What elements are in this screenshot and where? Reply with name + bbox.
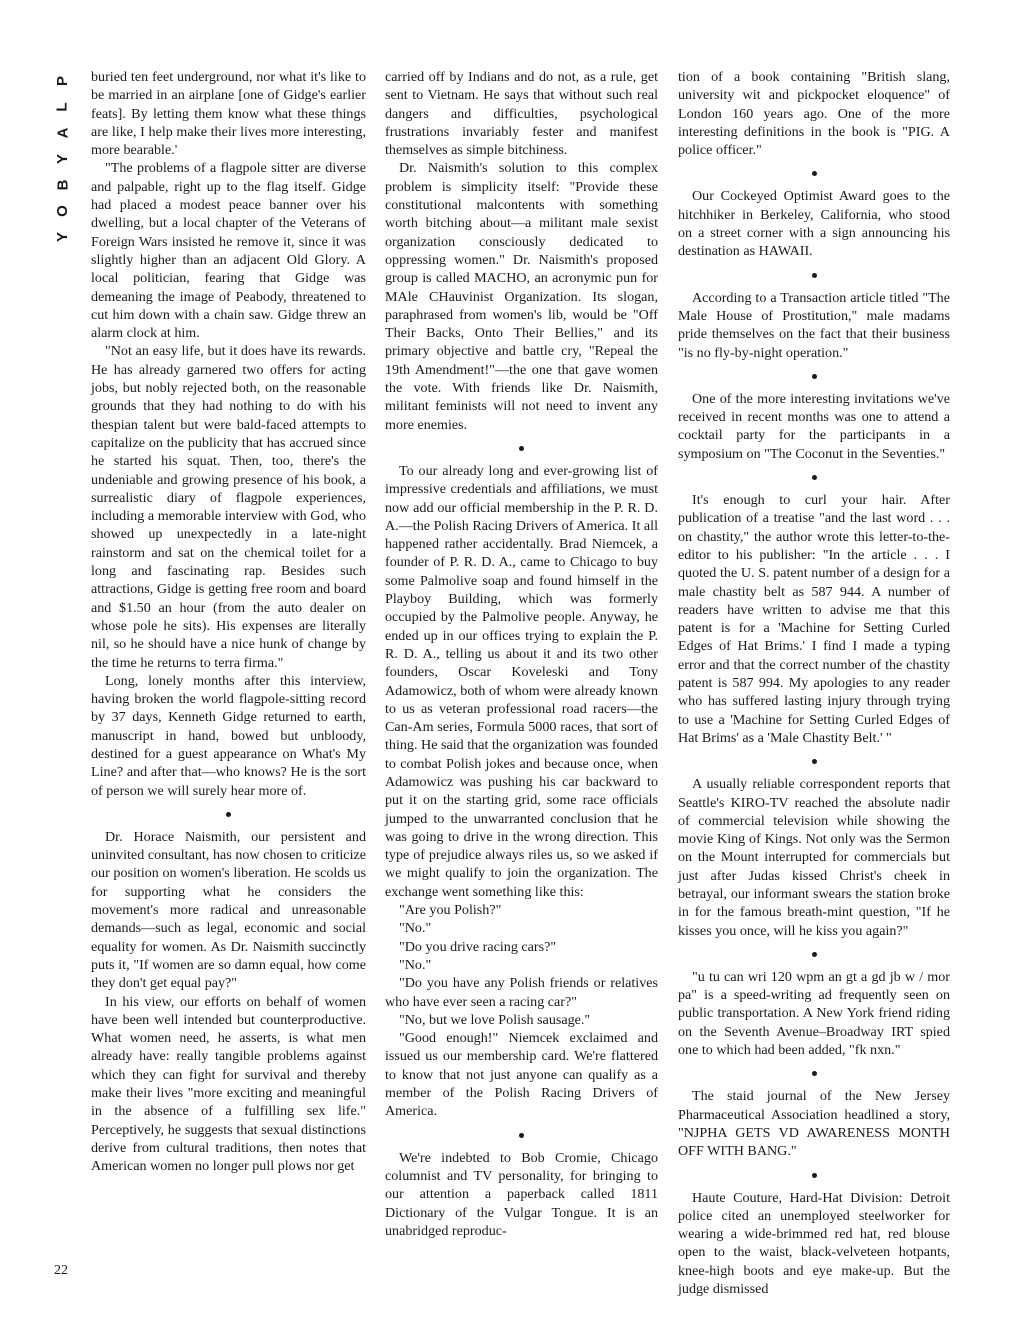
- page-number: 22: [54, 1263, 68, 1278]
- column-2: [385, 68, 658, 1240]
- paragraph: A usually reliable correspondent reports that Seattle's KIRO-TV reached the absolute nadir of commercial television while showing the movie King of Kings. Not only was the Sermon on the Mount interrupted for commercials but just after Judas kissed Christ's cheek in betrayal, our informant swears the station broke in for the famous breath-mint question, "If he kisses you once, will he kiss you again?": [678, 776, 950, 939]
- bullet-dot-icon: [812, 1173, 817, 1178]
- masthead-letter: Y: [53, 231, 71, 243]
- bullet-dot-icon: [812, 475, 817, 480]
- section-divider-bullet: [678, 756, 950, 764]
- masthead-letter: B: [54, 179, 71, 191]
- paragraph: Dr. Naismith's solution to this complex problem is simplicity itself: "Provide these constitutional malcontents with something worth bitching about—a militant male sexist organization consciously dedicated to oppressing women." Dr. Naismith's proposed group is called MACHO, an acronymic pun for MAle CHauvinist Organization. Its slogan, paraphrased from women's lib, would be "Off Their Backs, Onto Their Bellies," and its primary objective and battle cry, "Repeal the 19th Amendment!"—the one that gave women the vote. With friends like Dr. Naismith, militant feminists will not need to invent any more enemies.: [385, 160, 658, 433]
- masthead-letter: P: [53, 75, 71, 87]
- paragraph: Dr. Horace Naismith, our persistent and uninvited consultant, has now chosen to criticize our position on women's liberation. He scolds us for supporting what he considers the movement's more radical and unreasonable demands—such as legal, economic and social equality for women. As Dr. Naismith succinctly puts it, "If women are so damn equal, how come they don't get equal pay?": [91, 828, 366, 992]
- bullet-dot-icon: [226, 812, 231, 817]
- masthead-letter: O: [53, 205, 71, 217]
- paragraph: "Good enough!" Niemcek exclaimed and issued us our membership card. We're flattered to know that not just anyone can qualify as a member of the Polish Racing Drivers of America.: [385, 1030, 658, 1120]
- paragraph: "Do you drive racing cars?": [399, 938, 557, 955]
- masthead-letter: A: [54, 127, 71, 139]
- masthead-letter: L: [53, 102, 71, 112]
- paragraph: To our already long and ever-growing list of impressive credentials and affiliations, we must now add our official membership in the P. R. D. A.—the Polish Racing Drivers of America. It all happened rather accidentally. Brad Niemcek, a founder of P. R. D. A., came to Chicago to buy some Palmolive soap and found himself in the Playboy Building, which was formerly occupied by the Palmolive people. Anyway, he ended up in our offices trying to explain the P. R. D. A., telling us about it and its two other founders, Oscar Koveleski and Tony Adamowicz, both of whom were already known to us as veteran professional road racers—the Can-Am series, Formula 5000 races, that sort of thing. He said that the organization was founded to combat Polish jokes and because once, when Adamowicz was pushing his car backward to put it on the starting grid, some race officials jumped to the unwarranted conclusion that he was going to drive in the wrong direction. This type of prejudice always riles us, so we asked if we might qualify to join the organization. The exchange went something like this:: [385, 462, 658, 900]
- paragraph: One of the more interesting invitations we've received in recent months was one to attend a cocktail party for the participants in a symposium on "The Coconut in the Seventies.": [678, 390, 950, 462]
- section-divider-bullet: [678, 949, 950, 957]
- paragraph: Long, lonely months after this interview, having broken the world flagpole-sitting record by 37 days, Kenneth Gidge returned to earth, manuscript in hand, bowed but unbloody, destined for a guest appearance on What's My Line? and after that—who knows? He is the sort of person we will surely hear more of.: [91, 672, 366, 799]
- paragraph: "u tu can wri 120 wpm an gt a gd jb w / mor pa" is a speed-writing ad frequently seen on public transportation. A New York friend riding on the Seventh Avenue–Broadway IRT spied one to which had been added, "fk nxn.": [678, 968, 950, 1059]
- masthead: [52, 68, 74, 250]
- column-1: [91, 68, 366, 1176]
- section-divider-bullet: [385, 443, 658, 451]
- paragraph: carried off by Indians and do not, as a rule, get sent to Vietnam. He says that without such real dangers and difficulties, psychological frustrations invariably fester and manifest themselves as simple bitchiness.: [385, 69, 658, 159]
- section-divider-bullet: [678, 472, 950, 480]
- section-divider-bullet: [678, 270, 950, 278]
- paragraph: tion of a book containing "British slang, university wit and pickpocket eloquence" of London 160 years ago. One of the more interesting definitions in the book is "PIG. A police officer.": [678, 69, 950, 159]
- bullet-dot-icon: [812, 952, 817, 957]
- paragraph: We're indebted to Bob Cromie, Chicago columnist and TV personality, for bringing to our attention a paperback called 1811 Dictionary of the Vulgar Tongue. It is an unabridged reproduc-: [385, 1149, 658, 1239]
- section-divider-bullet: [678, 1068, 950, 1076]
- section-divider-bullet: [91, 809, 366, 817]
- paragraph: In his view, our efforts on behalf of women have been well intended but counterproductive. What women need, he asserts, is what men already have: really tangible problems against which they can fight for survival and thereby make their lives "more exciting and meaningful in the absence of a fulfilling sex life." Perceptively, he suggests that sexual distinctions derive from cultural traditions, then notes that American women no longer pull plows nor get: [91, 993, 366, 1175]
- bullet-dot-icon: [519, 1133, 524, 1138]
- paragraph: "Not an easy life, but it does have its rewards. He has already garnered two offers for acting jobs, but nobly rejected both, on the reasonable grounds that they had nothing to do with his thespian talent but were bald-faced attempts to capitalize on the publicity that has accrued since he started his squat. Then, too, there's the undeniable and growing presence of his book, a surrealistic diary of flagpole experiences, including a memorable interview with God, who showed up unexpectedly in a late-night rainstorm and sat on the chemical toilet for a long and fascinating rap. Besides such attractions, Gidge is getting free room and board and $1.50 an hour (from the auto dealer on whose pole he sits). His expenses are literally nil, so he should have a nice hunk of change by the time he returns to terra firma.": [91, 343, 366, 671]
- masthead-letter: Y: [53, 153, 71, 165]
- paragraph: "No.": [399, 956, 432, 973]
- bullet-dot-icon: [812, 273, 817, 278]
- section-divider-bullet: [678, 1170, 950, 1178]
- paragraph: "No.": [399, 920, 432, 937]
- paragraph: The staid journal of the New Jersey Pharmaceutical Association headlined a story, "NJPHA GETS VD AWARENESS MONTH OFF WITH BANG.": [678, 1088, 950, 1160]
- bullet-dot-icon: [812, 171, 817, 176]
- paragraph: According to a Transaction article titled "The Male House of Prostitution," male madams pride themselves on the fact that their business "is no fly-by-night operation.": [678, 289, 950, 361]
- paragraph: "No, but we love Polish sausage.": [399, 1011, 591, 1028]
- bullet-dot-icon: [812, 1071, 817, 1076]
- section-divider-bullet: [385, 1130, 658, 1138]
- paragraph: buried ten feet underground, nor what it's like to be married in an airplane [one of Gidge's earlier feats]. By letting them know what these things are like, I help make their lives more interesting, more bearable.': [91, 69, 366, 159]
- paragraph: "Do you have any Polish friends or relatives who have ever seen a racing car?": [385, 975, 658, 1010]
- paragraph: It's enough to curl your hair. After publication of a treatise "and the last word . . . on chastity," the author wrote this letter-to-the-editor to his publisher: "In the article . . . I quoted the U. S. patent number of a design for a male chastity belt as 587 944. A number of readers have written to advise me that this patent is for a 'Machine for Setting Curled Edges of Hat Brims.' I find I made a typing error and that the correct number of the chastity patent is 587 994. My apologies to any reader who has suffered lasting injury through trying to use a 'Machine for Setting Curled Edges of Hat Brims' as a 'Male Chastity Belt.' ": [678, 492, 950, 746]
- bullet-dot-icon: [519, 446, 524, 451]
- column-3: [678, 68, 950, 1298]
- bullet-dot-icon: [812, 374, 817, 379]
- bullet-dot-icon: [812, 759, 817, 764]
- paragraph: "The problems of a flagpole sitter are diverse and palpable, right up to the flag itself. Gidge had placed a modest peace banner over his dwelling, but a local chapter of the Veterans of Foreign Wars insisted he remove it, since it was slightly higher than an adjacent Old Glory. A local politician, fearing that Gidge was demeaning the image of Peabody, threatened to cut him down with a chain saw. Gidge threw an alarm clock at him.: [91, 160, 366, 342]
- paragraph: "Are you Polish?": [399, 902, 502, 919]
- paragraph: Our Cockeyed Optimist Award goes to the hitchhiker in Berkeley, California, who stood on a street corner with a sign announcing his destination as HAWAII.: [678, 188, 950, 260]
- paragraph: Haute Couture, Hard-Hat Division: Detroit police cited an unemployed steelworker for wearing a wide-brimmed red hat, red blouse open to the waist, black-velveteen hotpants, knee-high boots and eye make-up. But the judge dismissed: [678, 1189, 950, 1298]
- section-divider-bullet: [678, 371, 950, 379]
- section-divider-bullet: [678, 168, 950, 176]
